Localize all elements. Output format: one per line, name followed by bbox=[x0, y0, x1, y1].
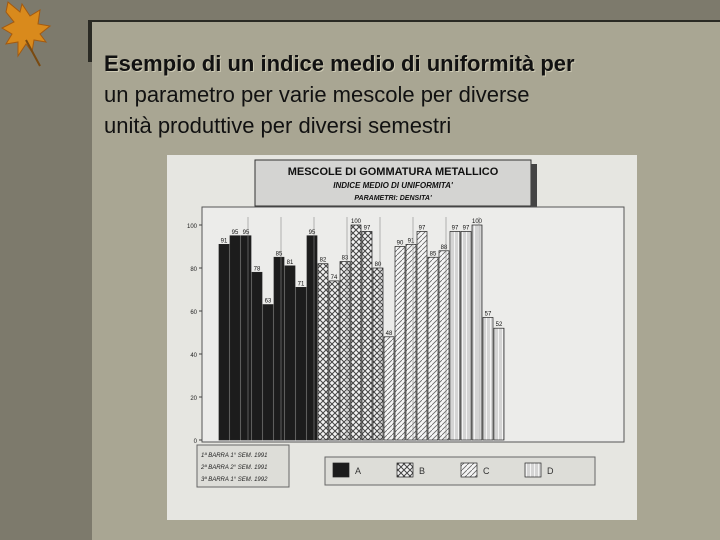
bar-value-label: 100 bbox=[471, 219, 483, 225]
bar bbox=[384, 337, 394, 440]
y-tick-label: 0 bbox=[193, 439, 197, 445]
bar-value-label: 97 bbox=[363, 225, 371, 232]
bar-value-label: 57 bbox=[484, 311, 492, 318]
y-tick-label: 60 bbox=[190, 310, 197, 316]
bar-value-label: 91 bbox=[407, 238, 415, 245]
bar bbox=[362, 231, 372, 440]
bar bbox=[263, 305, 273, 440]
bar-value-label: 71 bbox=[297, 281, 305, 288]
slide-text-line-2: un parametro per varie mescole per diverse bbox=[104, 82, 530, 107]
bar-value-label: 85 bbox=[275, 251, 283, 258]
bar bbox=[373, 268, 383, 440]
bar-value-label: 80 bbox=[374, 262, 382, 268]
bar-value-label: 97 bbox=[418, 225, 426, 232]
bar-value-label: 97 bbox=[451, 225, 459, 232]
legend-category-label: B bbox=[419, 466, 426, 476]
legend-swatch bbox=[525, 463, 541, 477]
bar-value-label: 88 bbox=[440, 244, 448, 251]
bar bbox=[406, 244, 416, 440]
bar-value-label: 90 bbox=[396, 240, 404, 247]
bar bbox=[472, 225, 482, 440]
bar bbox=[285, 266, 295, 440]
bar-value-label: 82 bbox=[319, 257, 327, 264]
bar bbox=[241, 236, 251, 440]
bar-value-label: 91 bbox=[220, 238, 228, 245]
slide-text-line-3: unità produttive per diversi semestri bbox=[104, 113, 452, 138]
y-axis bbox=[187, 224, 202, 445]
bar bbox=[450, 231, 460, 440]
bar-value-label: 85 bbox=[429, 251, 437, 258]
bar-value-label: 81 bbox=[286, 259, 294, 266]
legend-category-box bbox=[325, 457, 595, 485]
bar bbox=[230, 236, 240, 440]
bar bbox=[417, 231, 427, 440]
bar bbox=[329, 281, 339, 440]
bar-value-label: 78 bbox=[253, 266, 261, 273]
bar bbox=[296, 287, 306, 440]
chart-title-box-shadow bbox=[531, 164, 537, 210]
bar-value-label: 74 bbox=[330, 274, 338, 281]
bar bbox=[252, 272, 262, 440]
bar-value-label: 95 bbox=[231, 229, 239, 236]
bar-value-label: 95 bbox=[242, 229, 250, 236]
legend-category-label: C bbox=[483, 466, 490, 476]
slide-text-line-1: Esempio di un indice medio di uniformità per bbox=[104, 51, 575, 76]
y-tick-label: 20 bbox=[190, 396, 197, 402]
maple-leaf-icon bbox=[0, 0, 90, 70]
scanned-chart-image bbox=[167, 155, 637, 520]
bar bbox=[439, 251, 449, 440]
bar bbox=[307, 236, 317, 440]
y-tick-label: 80 bbox=[190, 267, 197, 273]
bar bbox=[351, 225, 361, 440]
bar bbox=[461, 231, 471, 440]
legend-series bbox=[200, 452, 268, 483]
bar-value-label: 83 bbox=[341, 255, 349, 262]
legend-series-label: 3ª BARRA 1° SEM. 1992 bbox=[201, 477, 268, 483]
y-tick-label: 100 bbox=[186, 224, 197, 230]
legend-swatch bbox=[333, 463, 349, 477]
bar bbox=[340, 262, 350, 440]
chart-subtitle: INDICE MEDIO DI UNIFORMITA' bbox=[333, 181, 453, 190]
bar-value-label: 63 bbox=[264, 298, 272, 305]
legend-swatch bbox=[461, 463, 477, 477]
legend-series-label: 1ª BARRA 1° SEM. 1991 bbox=[201, 453, 268, 459]
bar-value-label: 48 bbox=[385, 330, 393, 337]
bar bbox=[483, 317, 493, 440]
bar bbox=[395, 247, 405, 441]
bar-value-label: 100 bbox=[350, 219, 362, 225]
bar-value-label: 97 bbox=[462, 225, 470, 232]
legend-category-label: A bbox=[355, 466, 362, 476]
bar-value-label: 52 bbox=[495, 322, 503, 329]
legend-category-label: D bbox=[547, 466, 554, 476]
bar bbox=[494, 328, 504, 440]
slide-body-text bbox=[104, 48, 704, 141]
legend-series-label: 2ª BARRA 2° SEM. 1991 bbox=[201, 465, 268, 471]
y-tick-label: 40 bbox=[190, 353, 197, 359]
bar-chart bbox=[167, 155, 637, 520]
chart-subtitle-2: PARAMETRI: DENSITA' bbox=[354, 195, 432, 202]
chart-title: MESCOLE DI GOMMATURA METALLICO bbox=[287, 166, 499, 178]
bar-value-label: 95 bbox=[308, 229, 316, 236]
bar bbox=[219, 244, 229, 440]
bar bbox=[318, 264, 328, 440]
bar bbox=[428, 257, 438, 440]
bar bbox=[274, 257, 284, 440]
legend-swatch bbox=[397, 463, 413, 477]
